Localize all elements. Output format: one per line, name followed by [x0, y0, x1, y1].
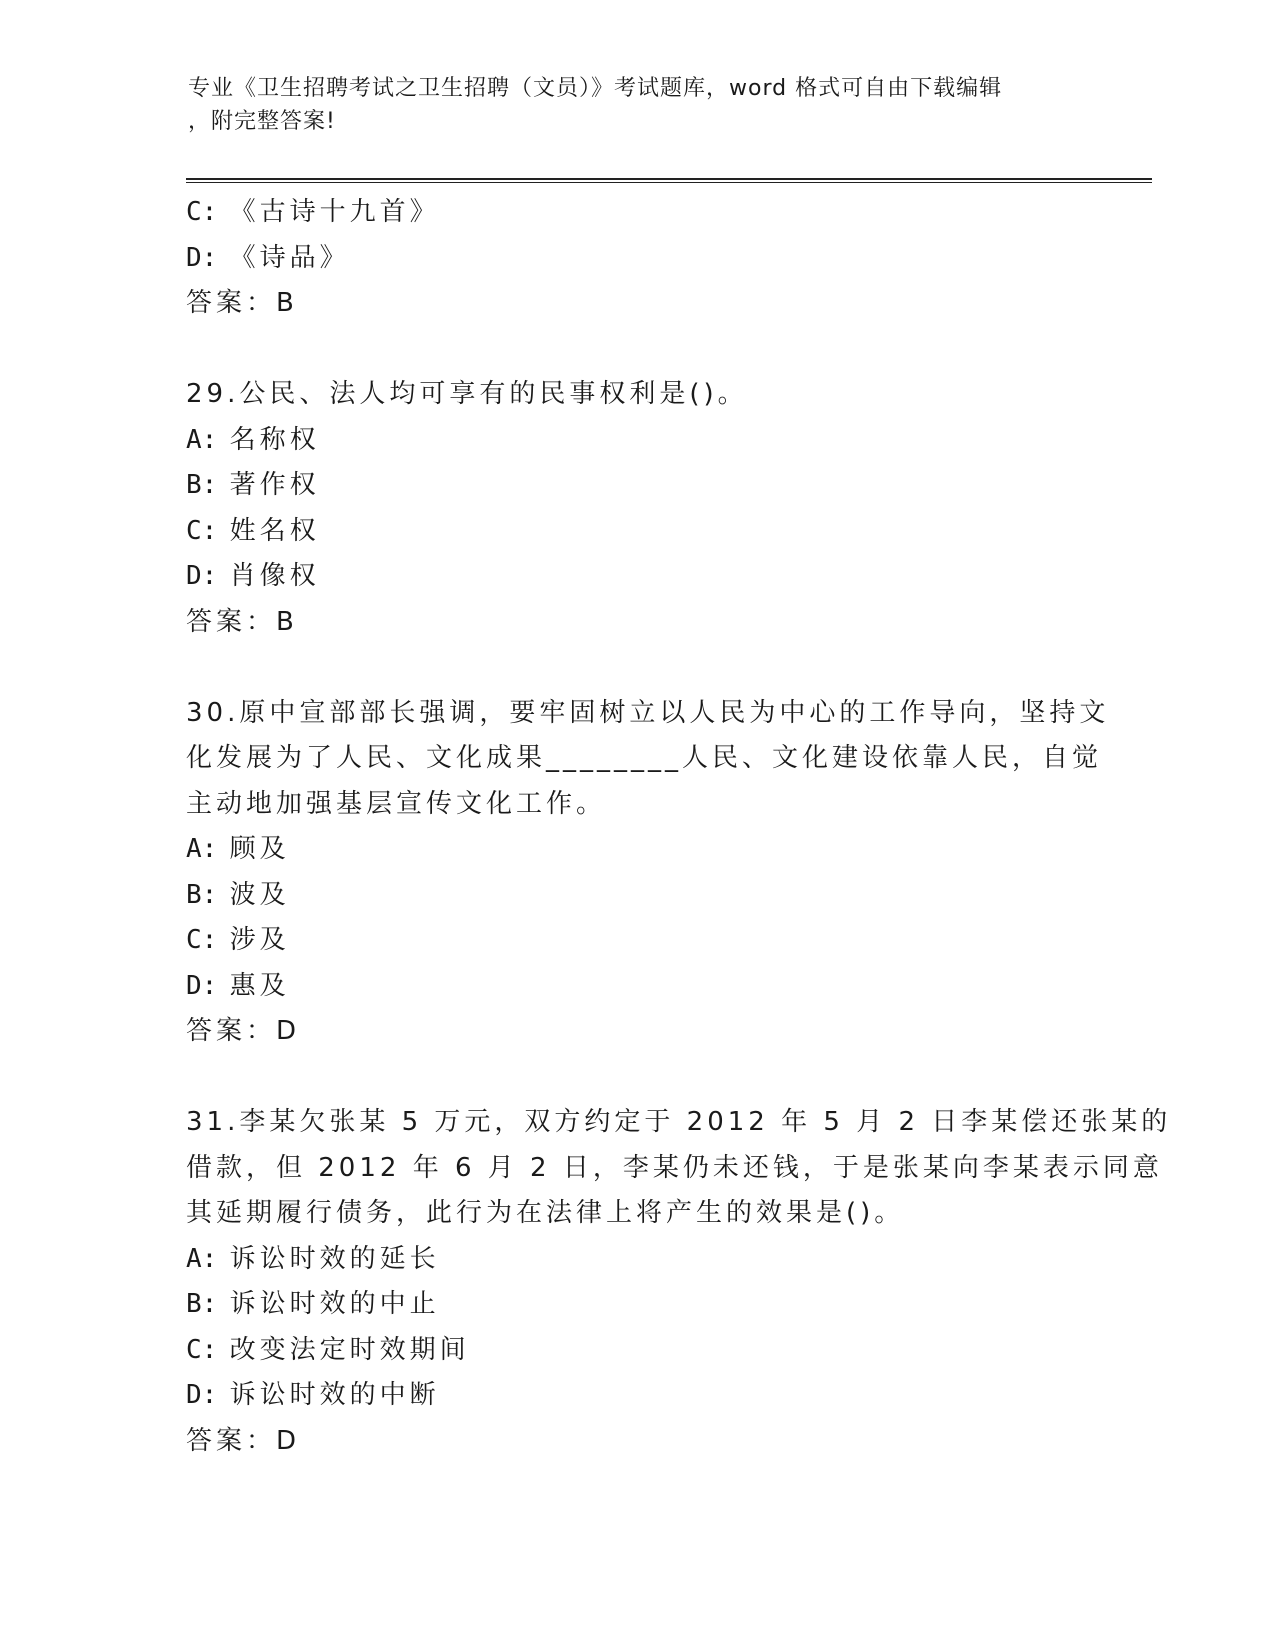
question-content	[186, 190, 1172, 1464]
option-d: D: 惠及	[186, 970, 290, 1001]
option-d: D: 《诗品》	[186, 242, 350, 273]
question-29	[186, 372, 1086, 645]
question-text: 29.公民、法人均可享有的民事权利是()。	[186, 379, 748, 409]
question-text-line-1: 30.原中宣部部长强调，要牢固树立以人民为中心的工作导向，坚持文	[186, 697, 1110, 728]
question-text-line-2: 化发展为了人民、文化成果________人民、文化建设依靠人民，自觉	[186, 743, 1103, 773]
page-header	[188, 72, 1088, 138]
prev-question	[186, 190, 1086, 327]
answer: 答案：D	[186, 1016, 301, 1046]
option-c: C: 姓名权	[186, 515, 320, 546]
answer: 答案：D	[186, 1425, 301, 1456]
question-text-line-2: 借款，但 2012 年 6 月 2 日，李某仍未还钱，于是张某向李某表示同意	[186, 1152, 1163, 1183]
question-text-line-3: 其延期履行债务，此行为在法律上将产生的效果是()。	[186, 1198, 905, 1228]
option-b: B: 波及	[186, 879, 290, 910]
option-a: A: 名称权	[186, 424, 320, 455]
option-a: A: 顾及	[186, 834, 290, 864]
option-d: D: 肖像权	[186, 561, 320, 591]
answer: 答案：B	[186, 288, 298, 318]
header-line-2: ，附完整答案!	[188, 109, 336, 134]
header-line-1: 专业《卫生招聘考试之卫生招聘（文员）》考试题库，word 格式可自由下载编辑	[188, 76, 1003, 101]
header-rule	[186, 178, 1152, 183]
answer: 答案：B	[186, 606, 298, 637]
question-30	[186, 691, 1110, 1055]
question-31	[186, 1100, 1172, 1464]
option-c: C: 涉及	[186, 925, 290, 955]
option-a: A: 诉讼时效的延长	[186, 1243, 440, 1274]
question-text-line-1: 31.李某欠张某 5 万元，双方约定于 2012 年 5 月 2 日李某偿还张某的	[186, 1107, 1172, 1137]
option-b: B: 著作权	[186, 470, 320, 500]
question-text-line-3: 主动地加强基层宣传文化工作。	[186, 788, 607, 819]
option-c: C: 改变法定时效期间	[186, 1334, 470, 1365]
option-b: B: 诉讼时效的中止	[186, 1289, 440, 1319]
option-d: D: 诉讼时效的中断	[186, 1380, 440, 1410]
option-c: C: 《古诗十九首》	[186, 197, 440, 227]
